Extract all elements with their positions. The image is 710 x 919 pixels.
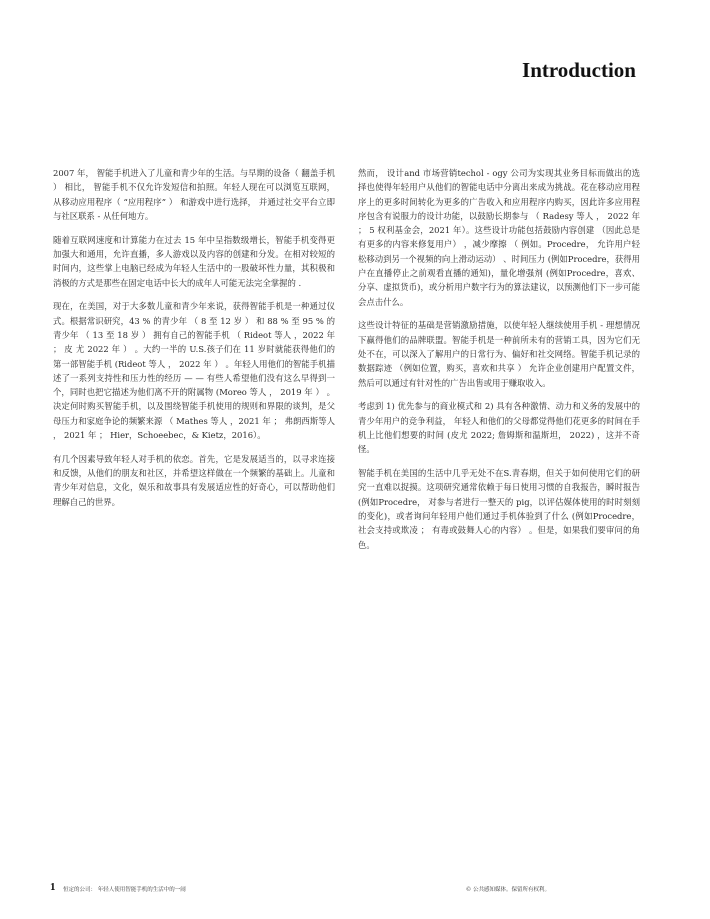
paragraph: 智能手机在美国的生活中几乎无处不在S.青春期，但关于如何使用它们的研究一直难以捉摸。这项研究通常依赖于每日使用习惯的自我报告，瞬时报告 (例如Procedre， 对参与者进行一整天的 pig，以评估媒体使用的时时刻刻的变化)，或者询问年轻用户他们通过手机体验到了什么 (例如Procedre，社会支持或欺凌 ； 有毒或鼓舞人心的内容） 。但是，如果我们要审问的角色。 <box>358 468 640 550</box>
paragraph: 然而， 设计and 市场营销techol - ogy 公司为实现其业务目标而做出的选择也使得年轻用户从他们的智能电话中分离出来成为挑战。花在移动应用程序上的更多时间转化为更多的广告收入和应用程序内购买，因此许多应用程序包含有说服力的设计功能，以鼓励长期参与 （ Radesy 等人 ， 2022 年 ； 5 权利基金会，2021 年）。这些设计功能包括鼓励内容创建 （因此总是有更多的内容来修复用户） ，减少摩擦 （ 例如。Procedre， 允许用户轻松移动到另一个视频的向上滑动运动） 、时间压力 (例如Procedre，获得用户在直播停止之前观看直播的通知)，量化增强剂 (例如Procedre，喜欢、分享、虚拟货币)，或分析用户数字行为的算法建议，以预测他们下一步可能会点击什么。 <box>358 168 640 307</box>
paragraph: 考虑到 1) 优先参与的商业模式和 2) 具有各种激情、动力和义务的发展中的青少年用户的竞争利益， 年轻人和他们的父母都觉得他们花更多的时间在手机上比他们想要的时间 (皮尤 2022; 詹姆斯和温斯坦， 2022) ，这并不奇怪。 <box>358 401 640 455</box>
right-column <box>358 166 640 561</box>
left-column <box>53 166 335 519</box>
footer-copyright: © 公共感知媒体。保留所有权利。 <box>465 887 550 893</box>
paragraph: 有几个因素导致年轻人对手机的依恋。首先，它是发展适当的，以寻求连接和反馈，从他们的朋友和社区，并希望这样做在一个频繁的基础上。儿童和青少年对信息，文化，娱乐和故事具有发展适应性的好奇心，可以帮助他们理解自己的世界。 <box>53 453 335 507</box>
page-footer <box>50 881 658 897</box>
paragraph: 这些设计特征的基础是营销激励措施，以使年轻人继续使用手机 - 理想情况下赢得他们的品牌联盟。智能手机是一种前所未有的营销工具，因为它们无处不在，可以深入了解用户的日常行为、偏好和社交网络。智能手机记录的数据踪迹 （例如位置，购买，喜欢和共享 ） 允许企业创建用户配置文件，然后可以通过有针对性的广告出售或用于赚取收入。 <box>358 320 640 388</box>
paragraph: 2007 年， 智能手机进入了儿童和青少年的生活。与早期的设备（ 翻盖手机 ） 相比， 智能手机不仅允许发短信和拍照。年轻人现在可以浏览互联网， 从移动应用程序（ “应用程序” ） 和游戏中进行选择， 并通过社交平台立即与社区联系 - 从任何地方。 <box>53 168 335 221</box>
footer-report-title: 恒定的公司： 年轻人使用智能手机的生活中的一闹 <box>63 887 186 893</box>
page-number: 1 <box>50 881 56 893</box>
page-title: Introduction <box>522 58 636 82</box>
paragraph: 现在，在美国，对于大多数儿童和青少年来说，获得智能手机是一种通过仪式。根据常识研究，43 % 的青少年 （ 8 至 12 岁 ） 和 88 % 至 95 % 的青少年 （ 13 至 18 岁 ） 拥有自己的智能手机 （ Rideot 等人 ，2022 年 ； 皮 尤 2022 年 ） 。大约一半的 U.S.孩子们在 11 岁时就能获得他们的第一部智能手机 (Rideot 等人 ， 2022 年 ） 。年轻人用他们的智能手机描述了一系列支持性和压力性的经历 — — 有些人希望他们没有这么早得到一个，同时也把它描述为他们离不开的附属物 (Moreo 等人 ， 2019 年 ） 。决定何时购买智能手机，以及围绕智能手机使用的规则和界限的谈判，是父母压力和家庭争论的频繁来源 （ Mathes 等人 ，2021 年 ； 弗朗西斯等人 ， 2021 年 ； Hier，Schoeebec，& Kietz，2016）。 <box>53 301 335 441</box>
paragraph: 随着互联网速度和计算能力在过去 15 年中呈指数级增长，智能手机变得更加强大和通用，允许直播，多人游戏以及内容的创建和分发。在相对较短的时间内，这些掌上电脑已经成为年轻人生活中的一股破坏性力量，其积极和消极的方式是那些在固定电话中长大的成年人可能无法完全掌握的 . <box>53 234 335 288</box>
